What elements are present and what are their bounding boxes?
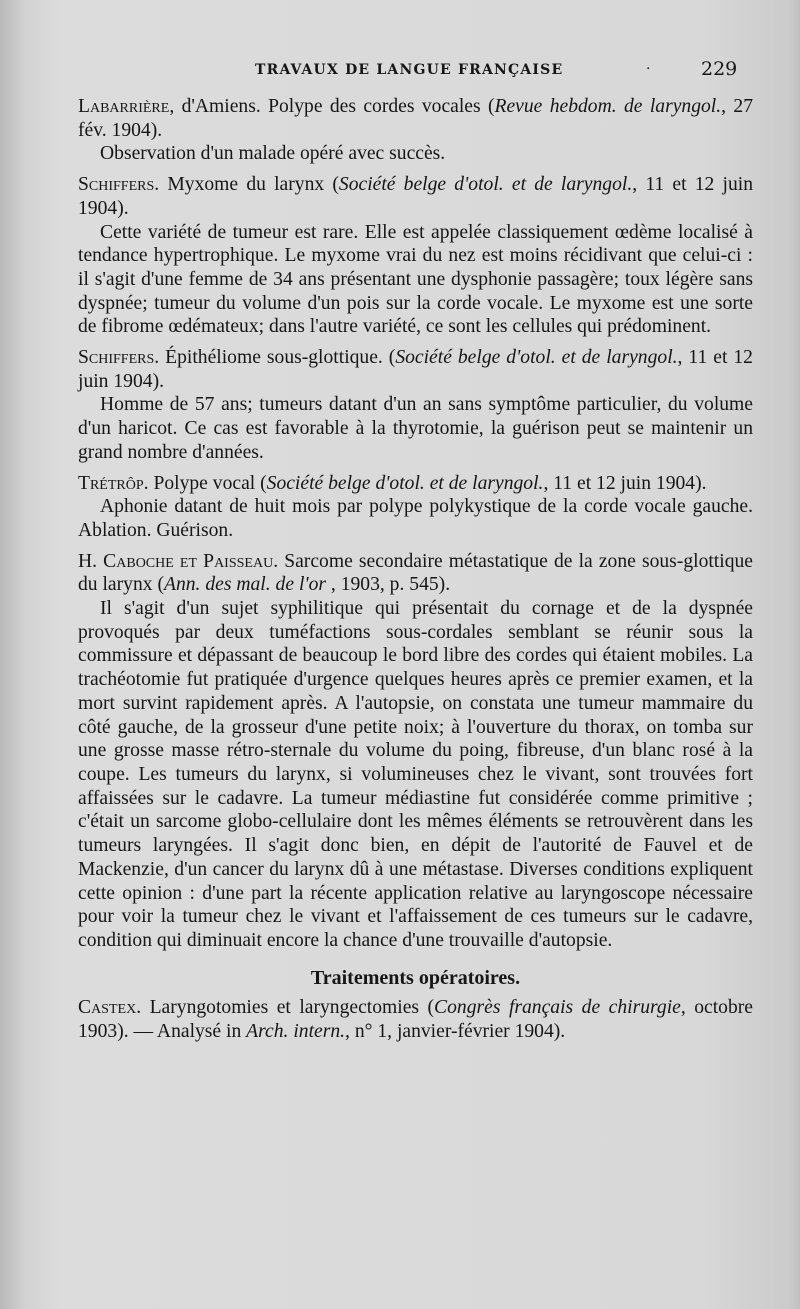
entry-summary: Observation d'un malade opéré avec succès. (100, 143, 446, 165)
entry-citation: Trétrôp. Polype vocal (Société belge d'otol. et de laryngol., 11 et 12 juin 1904). (78, 472, 707, 494)
entry-citation: Labarrière, d'Amiens. Polype des cordes vocales (Revue hebdom. de laryngol., 27 fév. 1904). (78, 96, 754, 141)
bibliography-entry (78, 550, 753, 953)
entry-author: Castex (78, 997, 137, 1019)
section-heading: Traitements opératoires. (310, 966, 521, 989)
entry-source-secondary: Arch. intern. (246, 1021, 346, 1043)
entry-citation: Schiffers. Myxome du larynx (Société belge d'otol. et de laryngol., 11 et 12 juin 1904). (78, 174, 754, 219)
entry-citation: Schiffers. Épithéliome sous-glottique. (Société belge d'otol. et de laryngol., 11 et 12 juin 1904). (78, 347, 753, 392)
entry-source: Ann. des mal. de l'or (163, 574, 326, 596)
entry-source: Société belge d'otol. et de laryngol. (338, 174, 633, 196)
entry-source: Société belge d'otol. et de laryngol. (395, 347, 678, 369)
entry-summary: Homme de 57 ans; tumeurs datant d'un an sans symptôme particulier, du volume d'un haricot. Ce cas est favorable à la thyrotomie, la guérison peut se maintenir un grand nombre d'années. (78, 394, 753, 463)
running-header (0, 55, 800, 85)
entry-author: Trétrôp (78, 472, 144, 494)
page-number: 229 (701, 58, 738, 80)
bibliography-entry (78, 95, 753, 166)
running-title: TRAVAUX DE LANGUE FRANÇAISE (255, 62, 564, 78)
bibliography-entry (78, 346, 753, 465)
entry-summary: Il s'agit d'un sujet syphilitique qui présentait du cornage et de la dyspnée provoqués par deux tuméfactions sous-cordales semblant se réunir sous la commissure et dépassant de beaucoup le bord libre des cordes qui étaient mobiles. La trachéotomie fut pratiquée d'urgence quelques heures après ce premier examen, et la mort survint rapidement après. A l'autopsie, on constata une tumeur mammaire du côté gauche, de la grosseur d'une petite noix; à l'ouverture du thorax, on tomba sur une grosse masse rétro-sternale du volume du poing, fibreuse, d'un blanc rosé à la coupe. Les tumeurs du larynx, si volumineuses chez le vivant, sont trouvées fort affaissées sur le cadavre. La tumeur médiastine fut considérée comme primitive ; c'était un sarcome globo-cellulaire dont les mêmes éléments se retrouvèrent dans les tumeurs laryngées. Il s'agit donc bien, en dépit de l'autorité de Fauvel et de Mackenzie, d'un cancer du larynx dû à une métastase. Diverses conditions expliquent cette opinion : d'une part la récente application relative au laryngoscope nécessaire pour voir la tumeur chez le vivant et l'affaissement de ces tumeurs sur le cadavre, condition qui diminuait encore la chance d'une trouvaille d'autopsie. (78, 598, 753, 951)
entry-author: Schiffers (78, 174, 155, 196)
entry-source: Congrès français de chirurgie (434, 997, 681, 1019)
entry-summary: Aphonie datant de huit mois par polype polykystique de la corde vocale gauche. Ablation. Guérison. (78, 496, 753, 541)
bibliography-entry (78, 472, 753, 543)
entry-source: Société belge d'otol. et de laryngol. (266, 472, 544, 494)
header-separator: · (646, 61, 651, 77)
entry-citation: Castex. Laryngotomies et laryngectomies (Congrès français de chirurgie, octobre 1903). — Analysé in Arch. intern., n° 1, janvier-février 1904). (78, 997, 753, 1043)
bibliography-entry (78, 173, 753, 339)
bibliography-entry (78, 996, 753, 1043)
entry-summary: Cette variété de tumeur est rare. Elle est appelée classiquement œdème localisé à tendance hypertrophique. Le myxome vrai du nez est moins récidivant que celui-ci : il s'agit d'une femme de 34 ans présentant une dysphonie passagère; toux légère sans dyspnée; tumeur du volume d'un pois sur la corde vocale. Le myxome est une sorte de fibrome œdémateux; dans l'autre variété, ce sont les cellules qui prédominent. (78, 221, 753, 338)
entry-source: Revue hebdom. de laryngol. (494, 96, 722, 117)
entry-author: Schiffers (78, 347, 155, 369)
entry-author: H. Caboche et Paisseau (78, 550, 274, 572)
entry-author: Labarrière (78, 96, 170, 117)
body-text (78, 95, 753, 1044)
entry-citation: H. Caboche et Paisseau. Sarcome secondaire métastatique de la zone sous-glottique du larynx (Ann. des mal. de l'or , 1903, p. 545). (78, 550, 753, 596)
